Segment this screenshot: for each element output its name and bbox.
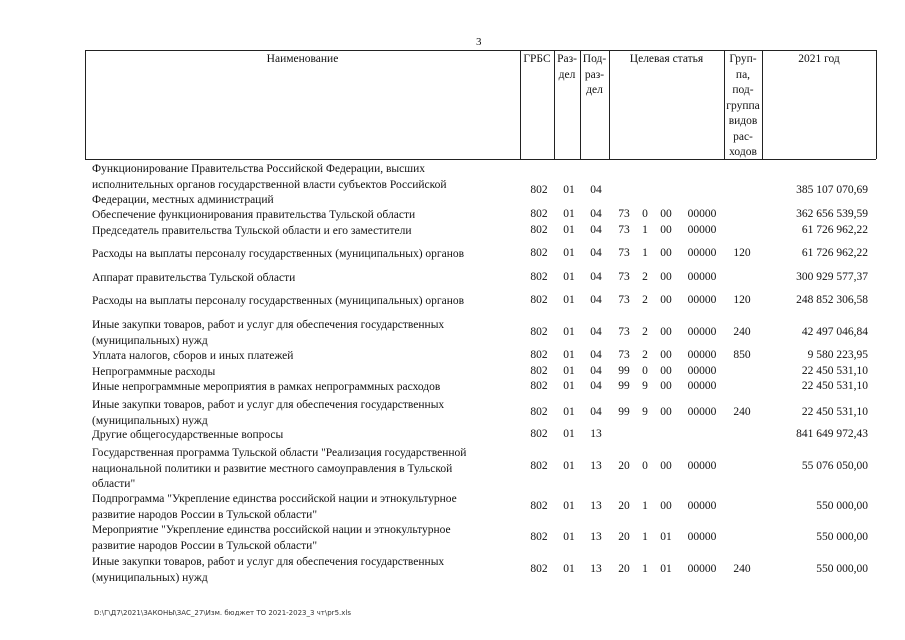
target-direction-cell: 00000 xyxy=(687,326,717,338)
target-subprogram-cell: 9 xyxy=(642,406,648,418)
row-name: Иные закупки товаров, работ и услуг для обеспечения государственных (муниципальных) нужд xyxy=(92,319,445,347)
target-direction-cell: 00000 xyxy=(687,349,717,361)
grbs-cell: 802 xyxy=(530,531,548,543)
row-name: Функционирование Правительства Российской Федерации, высших исполнительных органов государственной власти субъектов Российской Федерации, местных администраций xyxy=(92,163,447,206)
row-name: Председатель правительства Тульской области и его заместители xyxy=(92,225,412,237)
razdel-cell: 01 xyxy=(563,406,575,418)
target-event-cell: 00 xyxy=(660,380,672,392)
row-name: Иные закупки товаров, работ и услуг для обеспечения государственных (муниципальных) нужд xyxy=(92,556,445,584)
row-name: Иные закупки товаров, работ и услуг для обеспечения государственных (муниципальных) нужд xyxy=(92,399,445,427)
amount-cell: 42 497 046,84 xyxy=(801,326,868,338)
target-direction-cell: 00000 xyxy=(687,208,717,220)
podrazdel-cell: 04 xyxy=(590,406,602,418)
razdel-cell: 01 xyxy=(563,271,575,283)
podrazdel-cell: 04 xyxy=(590,247,602,259)
amount-cell: 550 000,00 xyxy=(816,563,868,575)
target-event-cell: 00 xyxy=(660,294,672,306)
amount-cell: 550 000,00 xyxy=(816,500,868,512)
podrazdel-cell: 04 xyxy=(590,184,602,196)
grbs-cell: 802 xyxy=(530,500,548,512)
razdel-cell: 01 xyxy=(563,380,575,392)
target-program-cell: 20 xyxy=(618,531,630,543)
podrazdel-cell: 13 xyxy=(590,531,602,543)
grbs-cell: 802 xyxy=(530,247,548,259)
row-name: Непрограммные расходы xyxy=(92,366,216,378)
target-subprogram-cell: 1 xyxy=(642,563,648,575)
razdel-cell: 01 xyxy=(563,365,575,377)
group-cell: 120 xyxy=(733,247,751,259)
row-name: Обеспечение функционирования правительства Тульской области xyxy=(92,209,416,221)
header-razdel: Раз- дел xyxy=(557,53,577,81)
grbs-cell: 802 xyxy=(530,406,548,418)
target-program-cell: 73 xyxy=(618,349,630,361)
header-divider xyxy=(876,50,877,159)
podrazdel-cell: 13 xyxy=(590,460,602,472)
podrazdel-cell: 04 xyxy=(590,208,602,220)
target-event-cell: 00 xyxy=(660,247,672,259)
target-direction-cell: 00000 xyxy=(687,563,717,575)
target-event-cell: 00 xyxy=(660,224,672,236)
podrazdel-cell: 04 xyxy=(590,271,602,283)
target-program-cell: 73 xyxy=(618,271,630,283)
grbs-cell: 802 xyxy=(530,349,548,361)
amount-cell: 9 580 223,95 xyxy=(807,349,868,361)
razdel-cell: 01 xyxy=(563,224,575,236)
target-event-cell: 00 xyxy=(660,271,672,283)
target-program-cell: 73 xyxy=(618,247,630,259)
target-program-cell: 73 xyxy=(618,208,630,220)
podrazdel-cell: 04 xyxy=(590,349,602,361)
podrazdel-cell: 13 xyxy=(590,500,602,512)
amount-cell: 61 726 962,22 xyxy=(801,247,868,259)
target-program-cell: 20 xyxy=(618,460,630,472)
razdel-cell: 01 xyxy=(563,460,575,472)
target-program-cell: 73 xyxy=(618,326,630,338)
grbs-cell: 802 xyxy=(530,184,548,196)
target-event-cell: 00 xyxy=(660,500,672,512)
grbs-cell: 802 xyxy=(530,224,548,236)
amount-cell: 55 076 050,00 xyxy=(801,460,868,472)
target-event-cell: 00 xyxy=(660,349,672,361)
podrazdel-cell: 04 xyxy=(590,365,602,377)
row-name: Расходы на выплаты персоналу государственных (муниципальных) органов xyxy=(92,295,465,307)
row-name: Государственная программа Тульской области "Реализация государственной национальной политики и развитие местного самоуправления в Тульской области" xyxy=(92,447,467,490)
group-cell: 850 xyxy=(733,349,751,361)
target-program-cell: 73 xyxy=(618,294,630,306)
header-name: Наименование xyxy=(266,53,339,65)
amount-cell: 22 450 531,10 xyxy=(801,380,868,392)
grbs-cell: 802 xyxy=(530,460,548,472)
amount-cell: 550 000,00 xyxy=(816,531,868,543)
amount-cell: 300 929 577,37 xyxy=(796,271,868,283)
target-event-cell: 01 xyxy=(660,531,672,543)
razdel-cell: 01 xyxy=(563,208,575,220)
amount-cell: 22 450 531,10 xyxy=(801,365,868,377)
row-name: Другие общегосударственные вопросы xyxy=(92,429,284,441)
target-program-cell: 20 xyxy=(618,563,630,575)
header-year: 2021 год xyxy=(798,53,840,65)
target-direction-cell: 00000 xyxy=(687,406,717,418)
group-cell: 240 xyxy=(733,563,751,575)
group-cell: 240 xyxy=(733,326,751,338)
target-event-cell: 01 xyxy=(660,563,672,575)
target-direction-cell: 00000 xyxy=(687,500,717,512)
razdel-cell: 01 xyxy=(563,247,575,259)
target-subprogram-cell: 9 xyxy=(642,380,648,392)
amount-cell: 841 649 972,43 xyxy=(796,428,868,440)
razdel-cell: 01 xyxy=(563,428,575,440)
row-name: Мероприятие "Укрепление единства российской нации и этнокультурное развитие народов России в Тульской области" xyxy=(92,524,451,552)
podrazdel-cell: 04 xyxy=(590,224,602,236)
amount-cell: 61 726 962,22 xyxy=(801,224,868,236)
target-event-cell: 00 xyxy=(660,406,672,418)
target-program-cell: 73 xyxy=(618,224,630,236)
header-grbs: ГРБС xyxy=(523,53,551,65)
target-subprogram-cell: 2 xyxy=(642,349,648,361)
target-direction-cell: 00000 xyxy=(687,460,717,472)
target-event-cell: 00 xyxy=(660,460,672,472)
podrazdel-cell: 04 xyxy=(590,380,602,392)
target-subprogram-cell: 0 xyxy=(642,460,648,472)
podrazdel-cell: 04 xyxy=(590,326,602,338)
header-top-border xyxy=(85,50,876,51)
podrazdel-cell: 04 xyxy=(590,294,602,306)
razdel-cell: 01 xyxy=(563,184,575,196)
grbs-cell: 802 xyxy=(530,326,548,338)
target-event-cell: 00 xyxy=(660,208,672,220)
target-subprogram-cell: 0 xyxy=(642,365,648,377)
grbs-cell: 802 xyxy=(530,208,548,220)
target-subprogram-cell: 2 xyxy=(642,271,648,283)
podrazdel-cell: 13 xyxy=(590,563,602,575)
row-name: Уплата налогов, сборов и иных платежей xyxy=(92,350,294,362)
amount-cell: 248 852 306,58 xyxy=(796,294,868,306)
row-name: Иные непрограммные мероприятия в рамках непрограммных расходов xyxy=(92,381,441,393)
amount-cell: 385 107 070,69 xyxy=(796,184,868,196)
razdel-cell: 01 xyxy=(563,349,575,361)
target-subprogram-cell: 0 xyxy=(642,208,648,220)
amount-cell: 362 656 539,59 xyxy=(796,208,868,220)
target-direction-cell: 00000 xyxy=(687,224,717,236)
razdel-cell: 01 xyxy=(563,531,575,543)
target-event-cell: 00 xyxy=(660,326,672,338)
row-name: Расходы на выплаты персоналу государственных (муниципальных) органов xyxy=(92,248,465,260)
grbs-cell: 802 xyxy=(530,271,548,283)
group-cell: 120 xyxy=(733,294,751,306)
target-subprogram-cell: 1 xyxy=(642,247,648,259)
target-subprogram-cell: 1 xyxy=(642,224,648,236)
target-direction-cell: 00000 xyxy=(687,380,717,392)
header-podrazdel: Под- раз- дел xyxy=(582,53,607,96)
target-program-cell: 20 xyxy=(618,500,630,512)
row-name: Аппарат правительства Тульской области xyxy=(92,272,296,284)
target-subprogram-cell: 1 xyxy=(642,500,648,512)
group-cell: 240 xyxy=(733,406,751,418)
razdel-cell: 01 xyxy=(563,294,575,306)
grbs-cell: 802 xyxy=(530,563,548,575)
grbs-cell: 802 xyxy=(530,365,548,377)
podrazdel-cell: 13 xyxy=(590,428,602,440)
target-direction-cell: 00000 xyxy=(687,531,717,543)
file-path-footer: D:\Г\Д7\2021\ЗАКОНЫ\ЗАС_27\Изм. бюджет ТО 2021-2023_3 чт\pr5.xls xyxy=(94,609,351,617)
row-name: Подпрограмма "Укрепление единства российской нации и этнокультурное развитие народов России в Тульской области" xyxy=(92,493,457,521)
header-group: Груп- па, под- группа видов рас- ходов xyxy=(726,53,760,158)
razdel-cell: 01 xyxy=(563,500,575,512)
target-event-cell: 00 xyxy=(660,365,672,377)
target-direction-cell: 00000 xyxy=(687,365,717,377)
target-direction-cell: 00000 xyxy=(687,294,717,306)
razdel-cell: 01 xyxy=(563,563,575,575)
target-direction-cell: 00000 xyxy=(687,247,717,259)
target-program-cell: 99 xyxy=(618,380,630,392)
grbs-cell: 802 xyxy=(530,428,548,440)
page-number: 3 xyxy=(476,36,482,48)
header-target: Целевая статья xyxy=(629,53,704,65)
target-program-cell: 99 xyxy=(618,365,630,377)
target-subprogram-cell: 2 xyxy=(642,326,648,338)
target-program-cell: 99 xyxy=(618,406,630,418)
target-subprogram-cell: 2 xyxy=(642,294,648,306)
grbs-cell: 802 xyxy=(530,294,548,306)
target-direction-cell: 00000 xyxy=(687,271,717,283)
amount-cell: 22 450 531,10 xyxy=(801,406,868,418)
target-subprogram-cell: 1 xyxy=(642,531,648,543)
razdel-cell: 01 xyxy=(563,326,575,338)
grbs-cell: 802 xyxy=(530,380,548,392)
